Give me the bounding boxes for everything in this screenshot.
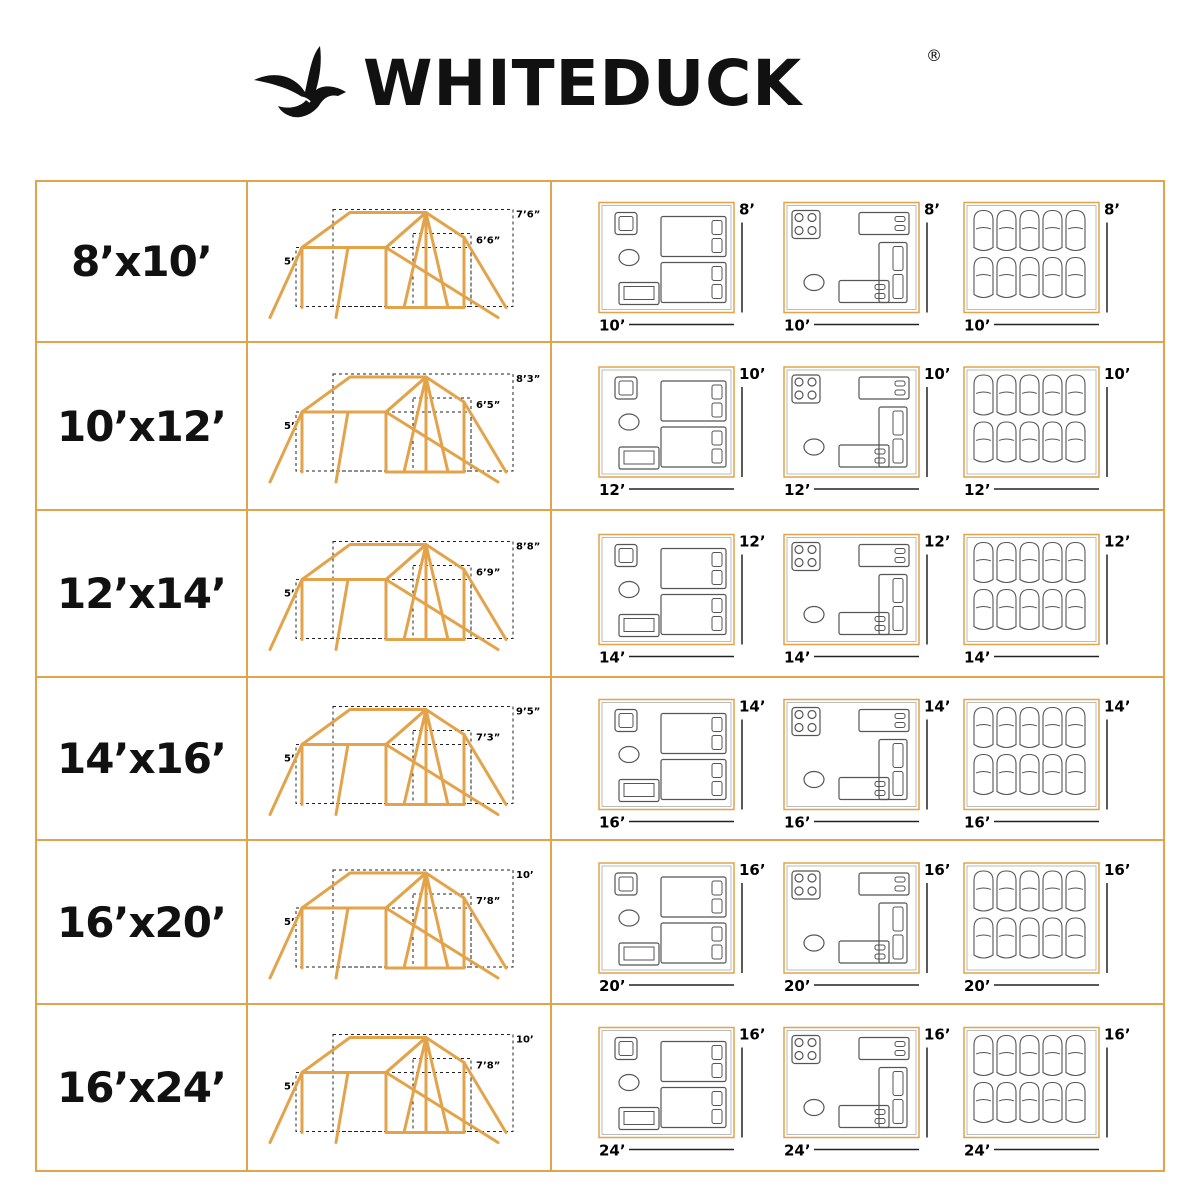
plan-width-label: 10’ <box>924 365 951 383</box>
plan-length-label: 14’ <box>964 648 991 667</box>
floor-plans <box>552 343 1163 511</box>
plan-length-label: 14’ <box>784 648 811 667</box>
tent-size-label: 16’x24’ <box>57 1063 226 1112</box>
tent-size-label: 8’x10’ <box>71 237 212 286</box>
tent-size-row <box>37 511 1163 678</box>
plan-length-label: 14’ <box>599 648 626 667</box>
tent-size-label: 10’x12’ <box>57 401 226 451</box>
lounge-layout <box>599 533 766 667</box>
tent-size-label: 12’x14’ <box>57 569 226 618</box>
wall-height-label: 5’ <box>284 256 295 268</box>
tent-diagram-cell <box>248 841 552 1003</box>
brand-name: WHITEDUCK <box>363 47 803 120</box>
kitchen-layout <box>784 1026 951 1160</box>
size-cell <box>37 1005 248 1170</box>
floor-plans-cell <box>552 678 1163 839</box>
peak-height-label: 10’ <box>516 870 534 881</box>
floor-plans <box>552 511 1163 678</box>
tent-icon <box>270 210 540 318</box>
peak-height-label: 8’8” <box>516 541 541 553</box>
wall-height-label: 5’ <box>284 753 295 765</box>
door-height-label: 7’3” <box>476 732 501 744</box>
size-cell <box>37 343 248 509</box>
tent-icon <box>270 542 540 650</box>
sleeping-bag-layout <box>964 1026 1131 1160</box>
plan-length-label: 20’ <box>599 977 626 995</box>
plan-width-label: 16’ <box>924 861 951 879</box>
tent-diagram <box>248 1005 548 1170</box>
registered-mark: ® <box>926 46 942 65</box>
tent-diagram-cell <box>248 1005 552 1170</box>
lounge-layout <box>599 698 766 832</box>
size-cell <box>37 841 248 1003</box>
plan-length-label: 24’ <box>784 1141 811 1160</box>
floor-plans-cell <box>552 841 1163 1003</box>
tent-diagram <box>248 511 548 678</box>
tent-diagram-cell <box>248 182 552 341</box>
tent-icon <box>270 374 540 482</box>
plan-width-label: 8’ <box>924 200 941 219</box>
sleeping-bag-layout <box>964 861 1131 995</box>
plan-width-label: 14’ <box>739 697 766 716</box>
sleeping-bag-layout <box>964 533 1131 667</box>
brand-logo <box>250 40 950 130</box>
tent-size-label: 16’x20’ <box>57 897 226 947</box>
tent-diagram <box>248 343 548 511</box>
tent-diagram-cell <box>248 343 552 509</box>
tent-size-row <box>37 182 1163 343</box>
plan-length-label: 16’ <box>784 813 811 832</box>
plan-length-label: 12’ <box>784 481 811 499</box>
plan-width-label: 16’ <box>1104 1025 1131 1044</box>
lounge-layout <box>599 861 766 995</box>
kitchen-layout <box>784 698 951 832</box>
plan-width-label: 16’ <box>739 861 766 879</box>
plan-width-label: 8’ <box>1104 200 1121 219</box>
plan-length-label: 20’ <box>964 977 991 995</box>
tent-diagram-cell <box>248 511 552 676</box>
wall-height-label: 5’ <box>284 917 295 928</box>
plan-width-label: 14’ <box>1104 697 1131 716</box>
floor-plans <box>552 1005 1163 1170</box>
kitchen-layout <box>784 861 951 995</box>
tent-diagram <box>248 678 548 841</box>
door-height-label: 7’8” <box>476 1060 501 1072</box>
plan-width-label: 10’ <box>1104 365 1131 383</box>
lounge-layout <box>599 365 766 499</box>
door-height-label: 7’8” <box>476 896 501 907</box>
floor-plans <box>552 678 1163 841</box>
plan-width-label: 12’ <box>924 532 951 551</box>
lounge-layout <box>599 1026 766 1160</box>
tent-icon <box>270 870 534 978</box>
sleeping-bag-layout <box>964 365 1131 499</box>
duck-logo-icon <box>250 40 360 130</box>
tent-size-row <box>37 343 1163 511</box>
floor-plans <box>552 841 1163 1005</box>
tent-size-table <box>35 180 1165 1172</box>
tent-size-row <box>37 1005 1163 1170</box>
size-cell <box>37 511 248 676</box>
plan-length-label: 24’ <box>599 1141 626 1160</box>
kitchen-layout <box>784 201 940 335</box>
wall-height-label: 5’ <box>284 588 295 600</box>
tent-icon <box>270 1035 534 1143</box>
floor-plans-cell <box>552 182 1163 341</box>
kitchen-layout <box>784 533 951 667</box>
sleeping-bag-layout <box>964 698 1131 832</box>
door-height-label: 6’5” <box>476 400 501 411</box>
plan-length-label: 10’ <box>599 316 626 335</box>
tent-diagram <box>248 182 548 343</box>
tent-size-row <box>37 678 1163 841</box>
peak-height-label: 10’ <box>516 1034 534 1046</box>
plan-width-label: 16’ <box>924 1025 951 1044</box>
peak-height-label: 9’5” <box>516 706 541 718</box>
plan-length-label: 20’ <box>784 977 811 995</box>
floor-plans-cell <box>552 1005 1163 1170</box>
peak-height-label: 8’3” <box>516 374 541 385</box>
sleeping-bag-layout <box>964 201 1120 335</box>
floor-plans-cell <box>552 511 1163 676</box>
tent-size-row <box>37 841 1163 1005</box>
plan-width-label: 12’ <box>1104 532 1131 551</box>
plan-length-label: 12’ <box>599 481 626 499</box>
tent-diagram <box>248 841 548 1005</box>
plan-length-label: 10’ <box>964 316 991 335</box>
plan-width-label: 14’ <box>924 697 951 716</box>
plan-width-label: 8’ <box>739 200 756 219</box>
size-cell <box>37 678 248 839</box>
plan-width-label: 16’ <box>1104 861 1131 879</box>
wall-height-label: 5’ <box>284 1081 295 1093</box>
floor-plans-cell <box>552 343 1163 509</box>
lounge-layout <box>599 201 755 335</box>
plan-width-label: 16’ <box>739 1025 766 1044</box>
floor-plans <box>552 182 1163 343</box>
size-cell <box>37 182 248 341</box>
door-height-label: 6’9” <box>476 567 501 579</box>
plan-width-label: 12’ <box>739 532 766 551</box>
plan-length-label: 12’ <box>964 481 991 499</box>
tent-diagram-cell <box>248 678 552 839</box>
peak-height-label: 7’6” <box>516 209 541 221</box>
door-height-label: 6’6” <box>476 235 501 247</box>
kitchen-layout <box>784 365 951 499</box>
plan-length-label: 10’ <box>784 316 811 335</box>
plan-length-label: 24’ <box>964 1141 991 1160</box>
plan-length-label: 16’ <box>964 813 991 832</box>
plan-width-label: 10’ <box>739 365 766 383</box>
wall-height-label: 5’ <box>284 421 295 432</box>
plan-length-label: 16’ <box>599 813 626 832</box>
tent-icon <box>270 707 540 815</box>
tent-size-label: 14’x16’ <box>57 734 226 783</box>
